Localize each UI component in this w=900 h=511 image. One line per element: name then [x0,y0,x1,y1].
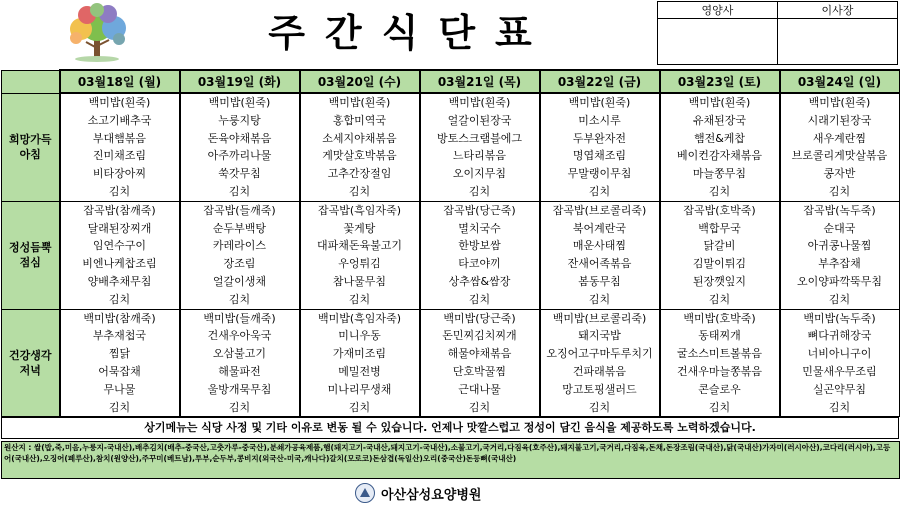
menu-item: 잡곡밥(호박죽) [683,203,756,217]
menu-item: 김치 [108,292,131,306]
director-label: 이사장 [778,2,898,19]
menu-item: 잡곡밥(녹두죽) [803,203,876,217]
menu-item: 타코야끼 [458,257,501,271]
menu-item: 한방보쌈 [458,239,501,253]
menu-item: 장조림 [223,257,256,271]
menu-item: 얼갈이된장국 [447,113,512,127]
menu-item: 누룽지탕 [218,113,261,127]
menu-item: 단호박꿀찜 [452,364,507,378]
meal-label-line: 희망가득 [8,133,52,147]
menu-item: 민물새우무조림 [802,364,877,378]
menu-item: 잡곡밥(참깨죽) [83,203,156,217]
meal-label-line: 정성듬뿍 [8,241,52,255]
menu-item: 김치 [708,400,731,414]
menu-item: 백미밥(흰죽) [448,96,511,109]
menu-item: 근대나물 [458,382,501,396]
menu-cell [540,309,660,417]
menu-item: 햄전&케찹 [693,131,746,145]
menu-cell [780,309,900,417]
menu-item: 백미밥(브로콜리죽) [552,311,647,325]
menu-cell [60,201,180,309]
menu-item: 양배추채무침 [87,274,152,288]
breakfast-row [2,93,900,201]
meal-label-line: 저녁 [19,363,41,377]
menu-item: 김치 [588,292,611,306]
menu-item: 무나물 [103,382,136,396]
menu-item: 얼갈이생채 [212,274,267,288]
menu-item: 참나물무침 [332,274,387,288]
menu-item: 가재미조림 [332,347,387,361]
weekly-menu-table [1,69,900,417]
meal-label-line: 아침 [19,148,41,162]
menu-item: 느타리볶음 [452,149,507,163]
menu-item: 김치 [468,292,491,306]
menu-item: 마늘쫑무침 [692,167,747,181]
menu-item: 김치 [708,292,731,306]
menu-item: 김치 [468,400,491,414]
day-header: 03월20일 (수) [300,70,420,93]
menu-item: 돈육야채볶음 [207,131,272,145]
menu-item: 잡곡밥(들깨죽) [203,203,276,217]
menu-item: 김말이튀김 [692,257,747,271]
menu-item: 카레라이스 [212,239,267,253]
day-header: 03월24일 (일) [780,70,900,93]
origin-info: 원산지 : 쌀(밥,죽,미음,누룽지-국내산),배추김치(배추-중국산,고춧가루-중국산),분쇄가공육제품,햄(돼지고기-국내산,돼지고기-국내산),소불고기,국거리,다짐육(호주산),돼지불고기,국거리,다짐육,돈채,돈장조림(국내산),닭(국내산)가자미(러시아산),코다리(러시아),고등어(국내산),오징어(페루산),참치(원양산),주꾸미(베트남),투부,순두부,콩비지(외국산-미국,캐나다)갈치(모로코)돈삼겹(독일산)오리(중국산)돈등뼈(국내산) [1,441,900,479]
hospital-name: 아산삼성요양병원 [381,487,482,503]
meal-label-line: 건강생각 [8,348,52,362]
menu-item: 오삼불고기 [212,347,267,361]
menu-cell [780,93,900,201]
tree-logo [56,2,138,64]
day-header: 03월19일 (화) [180,70,300,93]
menu-item: 어묵잡채 [98,364,141,378]
menu-item: 김치 [228,292,251,306]
menu-item: 유채된장국 [692,113,747,127]
approval-box [657,1,898,65]
lunch-row [2,201,900,309]
menu-item: 잔새어족볶음 [567,257,632,271]
menu-cell [420,93,540,201]
menu-item: 김치 [468,184,491,198]
menu-item: 부대햄볶음 [92,131,147,145]
menu-item: 게맛살호박볶음 [322,149,397,163]
menu-cell [540,201,660,309]
hospital-logo-icon [355,483,375,503]
menu-cell [420,309,540,417]
day-header: 03월21일 (목) [420,70,540,93]
menu-item: 미나리무생채 [327,382,392,396]
menu-item: 명엽채조림 [572,149,627,163]
meal-label-lunch [2,201,60,309]
corner-cell [2,70,60,93]
menu-cell [300,201,420,309]
menu-item: 순두부백탕 [212,221,267,235]
menu-item: 잡곡밥(당근죽) [443,203,516,217]
menu-item: 비엔나케찹조림 [82,257,157,271]
menu-item: 김치 [348,292,371,306]
menu-item: 해물야채볶음 [447,347,512,361]
menu-item: 백미밥(호박죽) [683,311,756,325]
menu-item: 새우계란찜 [812,131,867,145]
menu-item: 백미밥(당근죽) [443,311,516,325]
header-row [2,70,900,93]
menu-item: 시래기된장국 [807,113,872,127]
menu-item: 소고기배추국 [87,113,152,127]
menu-item: 순대국 [823,221,856,235]
menu-item: 백미밥(참깨죽) [83,311,156,325]
menu-item: 달래된장찌개 [87,221,152,235]
menu-item: 건파래볶음 [572,364,627,378]
menu-item: 우엉튀김 [338,257,381,271]
day-header: 03월18일 (월) [60,70,180,93]
menu-item: 찜닭 [108,347,131,361]
menu-item: 쑥갓무침 [218,167,261,181]
menu-item: 김치 [708,184,731,198]
menu-item: 콘슬로우 [698,382,741,396]
menu-item: 김치 [828,184,851,198]
menu-cell [420,201,540,309]
menu-item: 방토스크램블에그 [436,131,522,145]
menu-cell [780,201,900,309]
menu-item: 김치 [828,292,851,306]
menu-item: 실곤약무침 [812,382,867,396]
menu-item: 홍합미역국 [332,113,387,127]
menu-item: 고추간장절임 [327,167,392,181]
menu-cell [60,309,180,417]
dinner-row [2,309,900,417]
menu-item: 굴소스미트볼볶음 [676,347,762,361]
menu-item: 닭갈비 [703,239,736,253]
meal-label-dinner [2,309,60,417]
menu-change-notice: 상기메뉴는 식당 사정 및 기타 이유로 변동 될 수 있습니다. 언제나 맛깔스럽고 정성이 담긴 음식을 제공하도록 노력하겠습니다. [1,417,899,439]
menu-cell [180,309,300,417]
menu-item: 오이지무침 [452,167,507,181]
menu-item: 백미밥(흰죽) [208,96,271,109]
menu-item: 두부완자전 [572,131,627,145]
menu-item: 비타장아찌 [92,167,147,181]
menu-item: 미니우동 [338,329,381,343]
menu-item: 잡곡밥(브로콜리죽) [552,203,647,217]
menu-item: 건새우아욱국 [207,329,272,343]
menu-item: 건새우마늘쫑볶음 [676,364,762,378]
menu-item: 아주까리나물 [207,149,272,163]
page-title: 주간식단표 [268,11,552,55]
menu-item: 북어계란국 [572,221,627,235]
menu-item: 콩자반 [823,167,856,181]
director-signature-box [778,19,898,65]
menu-item: 부추잡채 [818,257,861,271]
menu-item: 돈민찌김치찌개 [442,329,517,343]
menu-cell [660,93,780,201]
menu-item: 돼지국밥 [578,329,621,343]
menu-item: 백미밥(흰죽) [328,96,391,109]
menu-item: 김치 [348,400,371,414]
menu-item: 된장깻잎지 [692,274,747,288]
menu-cell [660,201,780,309]
menu-item: 오징어고구마두루치기 [546,347,653,361]
menu-item: 동태찌개 [698,329,741,343]
menu-item: 아귀콩나물찜 [807,239,872,253]
menu-item: 김치 [828,400,851,414]
menu-item: 너비아니구이 [807,347,872,361]
menu-item: 꽃게탕 [343,221,376,235]
menu-item: 백미밥(들깨죽) [203,311,276,325]
menu-item: 김치 [108,400,131,414]
menu-cell [540,93,660,201]
menu-item: 멸치국수 [458,221,501,235]
menu-item: 망고토핑샐러드 [562,382,637,396]
menu-item: 오이양파깍뚝무침 [796,274,882,288]
menu-item: 김치 [108,184,131,198]
menu-item: 울방개묵무침 [207,382,272,396]
menu-item: 김치 [588,400,611,414]
menu-item: 백미밥(흑임자죽) [318,311,401,325]
menu-item: 봄동무침 [578,274,621,288]
menu-item: 해물파전 [218,364,261,378]
menu-item: 베이컨감자채볶음 [676,149,762,163]
menu-item: 김치 [588,184,611,198]
menu-item: 무말랭이무침 [567,167,632,181]
day-header: 03월22일 (금) [540,70,660,93]
menu-item: 뼈다귀해장국 [807,329,872,343]
menu-cell [660,309,780,417]
menu-item: 브로콜리게맛살볶음 [791,149,888,163]
menu-item: 백미밥(흰죽) [808,96,871,109]
menu-item: 매운사태찜 [572,239,627,253]
dietitian-label: 영양사 [658,2,778,19]
day-header: 03월23일 (토) [660,70,780,93]
menu-cell [300,309,420,417]
meal-label-line: 점심 [19,256,41,270]
menu-item: 부추재첩국 [92,329,147,343]
menu-item: 백미밥(흰죽) [568,96,631,109]
menu-item: 김치 [228,184,251,198]
menu-item: 백합무국 [698,221,741,235]
menu-item: 백미밥(흰죽) [88,96,151,109]
menu-cell [180,201,300,309]
meal-label-breakfast [2,93,60,201]
menu-item: 메밀전병 [338,364,381,378]
menu-item: 소세지야채볶음 [322,131,397,145]
menu-item: 임연수구이 [92,239,147,253]
menu-item: 대파채돈육불고기 [316,239,402,253]
menu-item: 잡곡밥(흑임자죽) [318,203,401,217]
menu-item: 백미밥(녹두죽) [803,311,876,325]
menu-cell [300,93,420,201]
menu-cell [180,93,300,201]
menu-cell [60,93,180,201]
dietitian-signature-box [658,19,778,65]
hospital-footer [355,481,481,505]
menu-item: 미소시루 [578,113,621,127]
menu-item: 김치 [228,400,251,414]
menu-item: 진미채조림 [92,149,147,163]
menu-item: 백미밥(흰죽) [688,96,751,109]
menu-item: 상추쌈&쌈장 [448,274,511,288]
menu-item: 김치 [348,184,371,198]
